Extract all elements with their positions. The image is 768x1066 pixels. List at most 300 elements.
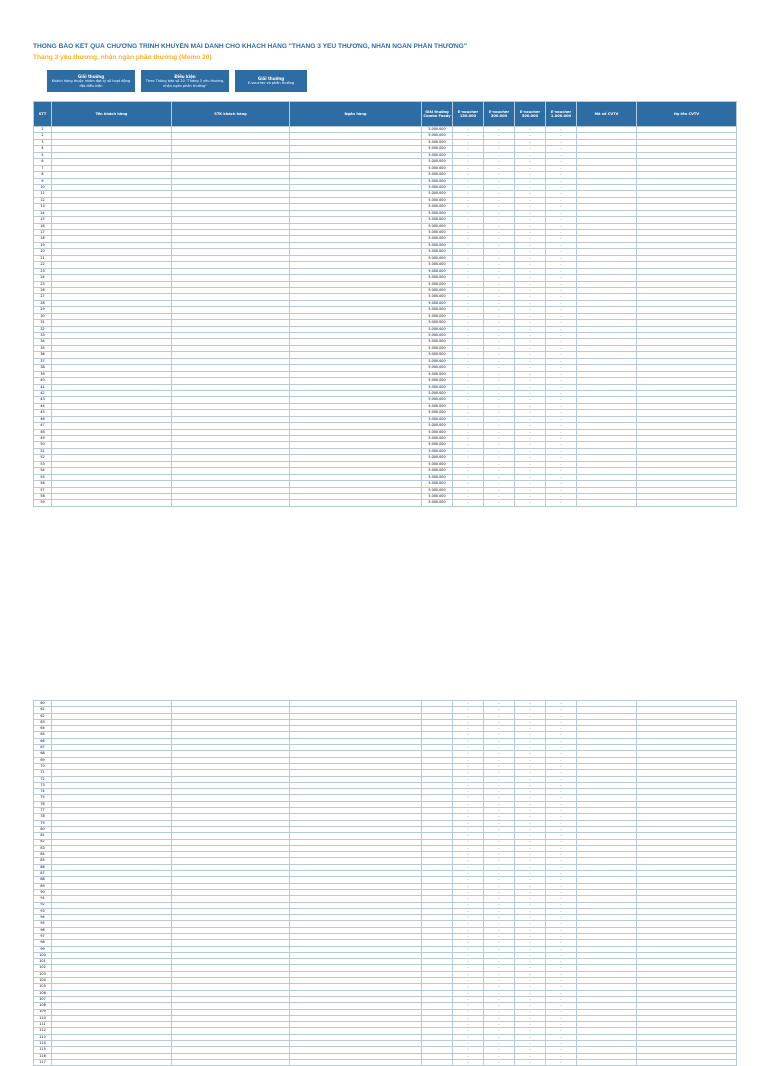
combo-prize-cell: 5.000.000 <box>422 146 453 152</box>
evoucher-1m-cell: - <box>546 217 577 223</box>
prize-table-block <box>33 700 737 1066</box>
row-number-cell: 8 <box>34 172 52 178</box>
evoucher-300k-cell: - <box>484 889 515 895</box>
row-number-cell: 21 <box>34 255 52 261</box>
evoucher-150k-cell: - <box>453 268 484 274</box>
evoucher-300k-cell: - <box>484 281 515 287</box>
row-number-cell: 98 <box>34 940 52 946</box>
evoucher-500k-cell: - <box>515 493 546 499</box>
evoucher-300k-cell: - <box>484 217 515 223</box>
evoucher-500k-cell: - <box>515 814 546 820</box>
evoucher-300k-cell: - <box>484 403 515 409</box>
evoucher-300k-cell: - <box>484 384 515 390</box>
row-number-cell: 116 <box>34 1053 52 1059</box>
evoucher-300k-cell: - <box>484 352 515 358</box>
row-number-cell: 67 <box>34 745 52 751</box>
evoucher-500k-cell: - <box>515 789 546 795</box>
evoucher-300k-cell: - <box>484 474 515 480</box>
row-number-cell: 106 <box>34 990 52 996</box>
table-body <box>34 701 737 1066</box>
row-number-cell: 60 <box>34 701 52 707</box>
evoucher-300k-cell: - <box>484 978 515 984</box>
combo-prize-cell: 5.000.000 <box>422 275 453 281</box>
row-number-cell: 96 <box>34 927 52 933</box>
evoucher-500k-cell: - <box>515 378 546 384</box>
evoucher-500k-cell: - <box>515 397 546 403</box>
evoucher-150k-cell: - <box>453 990 484 996</box>
column-header: Họ tên CVTV <box>637 102 737 127</box>
combo-prize-cell: 5.000.000 <box>422 461 453 467</box>
row-number-cell: 38 <box>34 365 52 371</box>
row-number-cell: 66 <box>34 738 52 744</box>
evoucher-500k-cell: - <box>515 307 546 313</box>
evoucher-300k-cell: - <box>484 996 515 1002</box>
evoucher-1m-cell: - <box>546 468 577 474</box>
row-number-cell: 111 <box>34 1022 52 1028</box>
evoucher-500k-cell: - <box>515 1009 546 1015</box>
evoucher-150k-cell: - <box>453 921 484 927</box>
combo-prize-cell: 5.000.000 <box>422 352 453 358</box>
evoucher-150k-cell: - <box>453 493 484 499</box>
evoucher-500k-cell: - <box>515 468 546 474</box>
combo-prize-cell: 5.000.000 <box>422 384 453 390</box>
row-number-cell: 63 <box>34 719 52 725</box>
row-number-cell: 91 <box>34 896 52 902</box>
combo-prize-cell: 5.000.000 <box>422 378 453 384</box>
evoucher-1m-cell: - <box>546 965 577 971</box>
evoucher-1m-cell: - <box>546 770 577 776</box>
combo-prize-cell: 5.000.000 <box>422 403 453 409</box>
evoucher-1m-cell: - <box>546 487 577 493</box>
row-number-cell: 5 <box>34 152 52 158</box>
evoucher-300k-cell: - <box>484 184 515 190</box>
evoucher-150k-cell: - <box>453 719 484 725</box>
evoucher-150k-cell: - <box>453 877 484 883</box>
evoucher-500k-cell: - <box>515 713 546 719</box>
evoucher-300k-cell: - <box>484 883 515 889</box>
evoucher-500k-cell: - <box>515 313 546 319</box>
evoucher-1m-cell: - <box>546 808 577 814</box>
row-number-cell: 50 <box>34 442 52 448</box>
row-number-cell: 10 <box>34 184 52 190</box>
evoucher-500k-cell: - <box>515 915 546 921</box>
evoucher-1m-cell: - <box>546 474 577 480</box>
evoucher-150k-cell: - <box>453 378 484 384</box>
row-number-cell: 74 <box>34 789 52 795</box>
combo-prize-cell: 5.000.000 <box>422 455 453 461</box>
row-number-cell: 35 <box>34 345 52 351</box>
evoucher-500k-cell: - <box>515 146 546 152</box>
evoucher-150k-cell: - <box>453 770 484 776</box>
evoucher-300k-cell: - <box>484 763 515 769</box>
row-number-cell: 42 <box>34 390 52 396</box>
evoucher-500k-cell: - <box>515 921 546 927</box>
evoucher-300k-cell: - <box>484 1009 515 1015</box>
evoucher-300k-cell: - <box>484 726 515 732</box>
evoucher-1m-cell: - <box>546 423 577 429</box>
evoucher-300k-cell: - <box>484 152 515 158</box>
combo-prize-cell: 5.000.000 <box>422 152 453 158</box>
evoucher-300k-cell: - <box>484 255 515 261</box>
combo-prize-cell: 5.000.000 <box>422 133 453 139</box>
row-number-cell: 16 <box>34 223 52 229</box>
evoucher-1m-cell: - <box>546 281 577 287</box>
evoucher-300k-cell: - <box>484 493 515 499</box>
row-number-cell: 114 <box>34 1041 52 1047</box>
row-number-cell: 79 <box>34 820 52 826</box>
evoucher-300k-cell: - <box>484 320 515 326</box>
evoucher-300k-cell: - <box>484 820 515 826</box>
evoucher-150k-cell: - <box>453 845 484 851</box>
evoucher-500k-cell: - <box>515 927 546 933</box>
evoucher-1m-cell: - <box>546 159 577 165</box>
evoucher-500k-cell: - <box>515 889 546 895</box>
combo-prize-cell: 5.000.000 <box>422 487 453 493</box>
column-header: Tên khách hàng <box>52 102 172 127</box>
combo-prize-cell: 5.000.000 <box>422 172 453 178</box>
evoucher-500k-cell: - <box>515 877 546 883</box>
row-number-cell: 44 <box>34 403 52 409</box>
evoucher-500k-cell: - <box>515 776 546 782</box>
evoucher-500k-cell: - <box>515 390 546 396</box>
evoucher-500k-cell: - <box>515 384 546 390</box>
evoucher-1m-cell: - <box>546 178 577 184</box>
evoucher-1m-cell: - <box>546 1041 577 1047</box>
row-number-cell: 85 <box>34 858 52 864</box>
combo-prize-cell: 5.000.000 <box>422 139 453 145</box>
evoucher-150k-cell: - <box>453 713 484 719</box>
evoucher-1m-cell: - <box>546 1034 577 1040</box>
evoucher-300k-cell: - <box>484 172 515 178</box>
evoucher-300k-cell: - <box>484 921 515 927</box>
combo-prize-cell: 5.000.000 <box>422 178 453 184</box>
evoucher-300k-cell: - <box>484 1047 515 1053</box>
combo-prize-cell: 5.000.000 <box>422 165 453 171</box>
evoucher-1m-cell: - <box>546 448 577 454</box>
evoucher-500k-cell: - <box>515 852 546 858</box>
row-number-cell: 34 <box>34 339 52 345</box>
evoucher-150k-cell: - <box>453 971 484 977</box>
evoucher-1m-cell: - <box>546 481 577 487</box>
evoucher-300k-cell: - <box>484 789 515 795</box>
row-number-cell: 47 <box>34 423 52 429</box>
evoucher-1m-cell: - <box>546 223 577 229</box>
evoucher-300k-cell: - <box>484 313 515 319</box>
evoucher-150k-cell: - <box>453 1028 484 1034</box>
row-number-cell: 57 <box>34 487 52 493</box>
combo-prize-cell: 5.000.000 <box>422 184 453 190</box>
evoucher-500k-cell: - <box>515 1041 546 1047</box>
evoucher-1m-cell: - <box>546 952 577 958</box>
evoucher-1m-cell: - <box>546 738 577 744</box>
evoucher-150k-cell: - <box>453 889 484 895</box>
evoucher-1m-cell: - <box>546 1053 577 1059</box>
evoucher-1m-cell: - <box>546 833 577 839</box>
evoucher-150k-cell: - <box>453 996 484 1002</box>
evoucher-150k-cell: - <box>453 1041 484 1047</box>
evoucher-500k-cell: - <box>515 1047 546 1053</box>
combo-prize-cell: 5.000.000 <box>422 159 453 165</box>
row-number-cell: 40 <box>34 378 52 384</box>
evoucher-500k-cell: - <box>515 757 546 763</box>
row-number-cell: 77 <box>34 808 52 814</box>
row-number-cell: 52 <box>34 455 52 461</box>
evoucher-300k-cell: - <box>484 971 515 977</box>
evoucher-300k-cell: - <box>484 808 515 814</box>
evoucher-500k-cell: - <box>515 275 546 281</box>
evoucher-150k-cell: - <box>453 852 484 858</box>
evoucher-500k-cell: - <box>515 339 546 345</box>
row-number-cell: 48 <box>34 429 52 435</box>
evoucher-150k-cell: - <box>453 952 484 958</box>
evoucher-150k-cell: - <box>453 965 484 971</box>
row-number-cell: 68 <box>34 751 52 757</box>
evoucher-300k-cell: - <box>484 719 515 725</box>
evoucher-1m-cell: - <box>546 1028 577 1034</box>
evoucher-300k-cell: - <box>484 307 515 313</box>
evoucher-150k-cell: - <box>453 236 484 242</box>
customer-name-cell <box>52 500 172 506</box>
evoucher-300k-cell: - <box>484 358 515 364</box>
combo-prize-cell: 5.000.000 <box>422 390 453 396</box>
evoucher-1m-cell: - <box>546 820 577 826</box>
evoucher-300k-cell: - <box>484 757 515 763</box>
row-number-cell: 27 <box>34 294 52 300</box>
row-number-cell: 73 <box>34 782 52 788</box>
combo-prize-cell: 5.000.000 <box>422 268 453 274</box>
evoucher-300k-cell: - <box>484 423 515 429</box>
evoucher-500k-cell: - <box>515 500 546 506</box>
row-number-cell: 19 <box>34 242 52 248</box>
row-number-cell: 95 <box>34 921 52 927</box>
evoucher-1m-cell: - <box>546 1059 577 1065</box>
evoucher-300k-cell: - <box>484 965 515 971</box>
evoucher-500k-cell: - <box>515 358 546 364</box>
evoucher-1m-cell: - <box>546 210 577 216</box>
evoucher-1m-cell: - <box>546 1015 577 1021</box>
evoucher-300k-cell: - <box>484 178 515 184</box>
evoucher-300k-cell: - <box>484 864 515 870</box>
row-number-cell: 90 <box>34 889 52 895</box>
evoucher-1m-cell: - <box>546 719 577 725</box>
evoucher-150k-cell: - <box>453 481 484 487</box>
evoucher-150k-cell: - <box>453 776 484 782</box>
evoucher-1m-cell: - <box>546 763 577 769</box>
row-number-cell: 53 <box>34 461 52 467</box>
row-number-cell: 13 <box>34 204 52 210</box>
combo-prize-cell: 5.000.000 <box>422 197 453 203</box>
evoucher-300k-cell: - <box>484 1028 515 1034</box>
row-number-cell: 101 <box>34 959 52 965</box>
evoucher-150k-cell: - <box>453 902 484 908</box>
row-number-cell: 30 <box>34 313 52 319</box>
combo-prize-cell: 5.000.000 <box>422 416 453 422</box>
row-number-cell: 75 <box>34 795 52 801</box>
evoucher-1m-cell: - <box>546 397 577 403</box>
evoucher-150k-cell: - <box>453 927 484 933</box>
customer-name-cell <box>52 1059 172 1065</box>
row-number-cell: 76 <box>34 801 52 807</box>
evoucher-1m-cell: - <box>546 313 577 319</box>
evoucher-1m-cell: - <box>546 984 577 990</box>
evoucher-1m-cell: - <box>546 416 577 422</box>
evoucher-150k-cell: - <box>453 204 484 210</box>
row-number-cell: 112 <box>34 1028 52 1034</box>
bank-name-cell <box>290 1059 422 1065</box>
evoucher-1m-cell: - <box>546 801 577 807</box>
row-number-cell: 110 <box>34 1015 52 1021</box>
evoucher-500k-cell: - <box>515 159 546 165</box>
evoucher-500k-cell: - <box>515 1059 546 1065</box>
evoucher-300k-cell: - <box>484 952 515 958</box>
combo-prize-cell: 5.000.000 <box>422 358 453 364</box>
evoucher-1m-cell: - <box>546 1022 577 1028</box>
evoucher-300k-cell: - <box>484 230 515 236</box>
evoucher-1m-cell: - <box>546 333 577 339</box>
evoucher-500k-cell: - <box>515 933 546 939</box>
evoucher-500k-cell: - <box>515 763 546 769</box>
row-number-cell: 56 <box>34 481 52 487</box>
combo-prize-cell: 5.000.000 <box>422 423 453 429</box>
evoucher-500k-cell: - <box>515 984 546 990</box>
evoucher-150k-cell: - <box>453 959 484 965</box>
evoucher-1m-cell: - <box>546 262 577 268</box>
evoucher-500k-cell: - <box>515 333 546 339</box>
page-subtitle: Tháng 3 yêu thương, nhận ngàn phần thưởng (Memo 20) <box>33 54 212 61</box>
evoucher-500k-cell: - <box>515 217 546 223</box>
evoucher-1m-cell: - <box>546 429 577 435</box>
evoucher-300k-cell: - <box>484 1015 515 1021</box>
evoucher-500k-cell: - <box>515 896 546 902</box>
row-number-cell: 54 <box>34 468 52 474</box>
evoucher-150k-cell: - <box>453 345 484 351</box>
row-number-cell: 59 <box>34 500 52 506</box>
row-number-cell: 86 <box>34 864 52 870</box>
evoucher-1m-cell: - <box>546 184 577 190</box>
evoucher-300k-cell: - <box>484 745 515 751</box>
legend <box>47 70 313 92</box>
evoucher-300k-cell: - <box>484 776 515 782</box>
legend-item <box>47 70 135 92</box>
evoucher-150k-cell: - <box>453 429 484 435</box>
evoucher-500k-cell: - <box>515 1015 546 1021</box>
row-number-cell: 109 <box>34 1009 52 1015</box>
evoucher-500k-cell: - <box>515 745 546 751</box>
evoucher-500k-cell: - <box>515 184 546 190</box>
combo-prize-cell: 5.000.000 <box>422 474 453 480</box>
evoucher-500k-cell: - <box>515 965 546 971</box>
combo-prize-cell: 5.000.000 <box>422 204 453 210</box>
evoucher-1m-cell: - <box>546 378 577 384</box>
advisor-code-cell <box>577 1059 637 1065</box>
evoucher-500k-cell: - <box>515 474 546 480</box>
evoucher-150k-cell: - <box>453 864 484 870</box>
evoucher-1m-cell: - <box>546 877 577 883</box>
evoucher-150k-cell: - <box>453 152 484 158</box>
evoucher-1m-cell: - <box>546 946 577 952</box>
evoucher-300k-cell: - <box>484 839 515 845</box>
evoucher-300k-cell: - <box>484 940 515 946</box>
row-number-cell: 105 <box>34 984 52 990</box>
column-header: STK khách hàng <box>172 102 290 127</box>
row-number-cell: 103 <box>34 971 52 977</box>
column-header: E-voucher 300.000 <box>484 102 515 127</box>
evoucher-1m-cell: - <box>546 339 577 345</box>
row-number-cell: 43 <box>34 397 52 403</box>
evoucher-1m-cell: - <box>546 1003 577 1009</box>
evoucher-150k-cell: - <box>453 871 484 877</box>
table-row <box>34 500 737 506</box>
evoucher-500k-cell: - <box>515 726 546 732</box>
evoucher-150k-cell: - <box>453 416 484 422</box>
row-number-cell: 104 <box>34 978 52 984</box>
evoucher-150k-cell: - <box>453 242 484 248</box>
combo-prize-cell: 5.000.000 <box>422 249 453 255</box>
evoucher-500k-cell: - <box>515 1003 546 1009</box>
evoucher-300k-cell: - <box>484 927 515 933</box>
evoucher-150k-cell: - <box>453 423 484 429</box>
combo-prize-cell: 5.000.000 <box>422 345 453 351</box>
evoucher-1m-cell: - <box>546 789 577 795</box>
combo-prize-cell <box>422 1059 453 1065</box>
evoucher-500k-cell: - <box>515 403 546 409</box>
evoucher-500k-cell: - <box>515 1028 546 1034</box>
evoucher-1m-cell: - <box>546 287 577 293</box>
evoucher-1m-cell: - <box>546 745 577 751</box>
combo-prize-cell: 5.000.000 <box>422 223 453 229</box>
advisor-name-cell <box>637 1059 737 1065</box>
row-number-cell: 24 <box>34 275 52 281</box>
row-number-cell: 108 <box>34 1003 52 1009</box>
prize-table-block <box>33 101 737 507</box>
evoucher-1m-cell: - <box>546 1047 577 1053</box>
row-number-cell: 9 <box>34 178 52 184</box>
evoucher-300k-cell: - <box>484 159 515 165</box>
evoucher-1m-cell: - <box>546 384 577 390</box>
evoucher-500k-cell: - <box>515 448 546 454</box>
evoucher-1m-cell: - <box>546 701 577 707</box>
evoucher-1m-cell: - <box>546 133 577 139</box>
row-number-cell: 29 <box>34 307 52 313</box>
legend-item-name: Giải thưởng <box>77 74 105 80</box>
evoucher-150k-cell: - <box>453 320 484 326</box>
evoucher-1m-cell: - <box>546 275 577 281</box>
evoucher-1m-cell: - <box>546 365 577 371</box>
evoucher-300k-cell: - <box>484 1059 515 1065</box>
legend-item-desc: Theo Thông báo số 20 "Tháng 3 yêu thương, nhận ngàn phần thưởng" <box>145 79 225 88</box>
evoucher-500k-cell: - <box>515 946 546 952</box>
evoucher-150k-cell: - <box>453 442 484 448</box>
evoucher-500k-cell: - <box>515 940 546 946</box>
row-number-cell: 80 <box>34 826 52 832</box>
evoucher-500k-cell: - <box>515 210 546 216</box>
evoucher-150k-cell: - <box>453 1015 484 1021</box>
evoucher-500k-cell: - <box>515 732 546 738</box>
evoucher-150k-cell: - <box>453 883 484 889</box>
evoucher-300k-cell: - <box>484 139 515 145</box>
row-number-cell: 115 <box>34 1047 52 1053</box>
evoucher-1m-cell: - <box>546 852 577 858</box>
evoucher-150k-cell: - <box>453 165 484 171</box>
row-number-cell: 81 <box>34 833 52 839</box>
evoucher-500k-cell: - <box>515 165 546 171</box>
evoucher-150k-cell: - <box>453 500 484 506</box>
evoucher-500k-cell: - <box>515 300 546 306</box>
evoucher-300k-cell: - <box>484 782 515 788</box>
evoucher-300k-cell: - <box>484 738 515 744</box>
evoucher-300k-cell: - <box>484 390 515 396</box>
evoucher-150k-cell: - <box>453 397 484 403</box>
